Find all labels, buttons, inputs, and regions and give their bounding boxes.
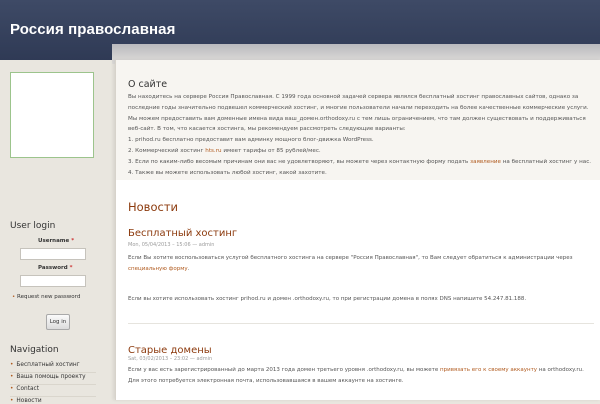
article-meta: Mon, 05/04/2013 – 15:06 — admin	[128, 242, 215, 248]
login-block-title: User login	[10, 221, 56, 231]
login-button[interactable]: Log in	[46, 314, 70, 330]
nav-divider	[10, 384, 96, 385]
bind-domain-link[interactable]: привязать его к своему аккаунту	[440, 367, 538, 373]
nav-item-free-hosting[interactable]: • Бесплатный хостинг	[10, 362, 80, 368]
application-link[interactable]: заявление	[470, 158, 501, 165]
username-label: Username *	[38, 238, 75, 244]
special-form-link[interactable]: специальную форму	[128, 266, 188, 272]
article-body: Если вы хотите использовать хостинг prihod.ru и домен .orthodoxy.ru, то при регистрации домена в полях DNS напишите 54.247.81.188.	[128, 296, 527, 302]
bullet-icon: •	[10, 398, 14, 404]
about-block	[116, 60, 600, 180]
password-input[interactable]	[20, 275, 86, 287]
about-item-1: 1. prihod.ru бесплатно предоставит вам админку мощного блог-движка WordPress.	[128, 137, 374, 144]
nav-item-news[interactable]: • Новости	[10, 398, 42, 404]
required-mark: *	[69, 265, 73, 271]
bullet-icon: •	[10, 374, 14, 380]
main-content	[115, 60, 600, 400]
article-title-old-domains[interactable]: Старые домены	[128, 345, 212, 356]
bullet-icon: •	[10, 386, 14, 392]
bullet-icon: •	[12, 294, 16, 300]
request-password-link[interactable]: • Request new password	[12, 294, 81, 300]
article-body: Если Вы хотите воспользоваться услугой бесплатного хостинга на сервере "Россия Православная", то Вам следует обратиться к администрации через специальную форму.	[128, 255, 573, 272]
article-divider	[128, 323, 594, 324]
username-input[interactable]	[20, 248, 86, 260]
article-body: Если у вас есть зарегистрированный до марта 2013 года домен третьего уровня .orthodoxy.ru, вы можете привязать его к своему аккаунту на orthodoxy.ru. Для этого потребуется электронная почта, использовавшаяся в вашем аккаунте на хостинге.	[128, 367, 584, 384]
about-item-4: 4. Также вы можете использовать любой хостинг, какой захотите.	[128, 169, 327, 176]
nav-divider	[10, 396, 96, 397]
about-line: Вы находитесь на сервере Россия Православная. С 1999 года основной задачей сервера являлся бесплатный хостинг православных сайтов, однако за	[128, 94, 579, 100]
password-label: Password *	[38, 265, 73, 271]
about-item-2: 2. Коммерческий хостинг hts.ru имеет тарифы от 85 рублей/мес.	[128, 147, 321, 154]
about-item-3: 3. Если по каким-либо весомым причинам они вас не удовлетворяют, вы можете через контактную форму подать заявление на бесплатный хостинг у нас.	[128, 158, 592, 165]
sidebar-empty-block	[10, 72, 94, 158]
about-line: последние годы значительно подвешел коммерческий хостинг, и многие пользователи начали переходить на более качественные коммерческие услуги.	[128, 104, 589, 111]
required-mark: *	[71, 238, 75, 244]
about-title: О сайте	[128, 79, 168, 90]
about-line: веб-сайт. В том, что касается хостинга, мы рекомендуем рассмотреть следующие варианты:	[128, 126, 406, 133]
nav-item-help[interactable]: • Ваша помощь проекту	[10, 374, 86, 380]
navigation-title: Navigation	[10, 345, 59, 355]
nav-divider	[10, 372, 96, 373]
article-meta: Sat, 03/02/2013 – 23:02 — admin	[128, 356, 213, 362]
news-title: Новости	[128, 200, 178, 214]
nav-item-contact[interactable]: • Contact	[10, 386, 39, 392]
site-title[interactable]: Россия православная	[10, 21, 176, 38]
about-text	[128, 92, 594, 178]
about-line: Мы можем предоставить вам доменные имена вида ваш_домен.orthodoxy.ru с тем лишь ограничением, что там должен существовать и поддерживаться	[128, 115, 586, 122]
bullet-icon: •	[10, 362, 14, 368]
hts-link[interactable]: hts.ru	[205, 147, 222, 154]
article-title-free-hosting[interactable]: Бесплатный хостинг	[128, 228, 238, 239]
